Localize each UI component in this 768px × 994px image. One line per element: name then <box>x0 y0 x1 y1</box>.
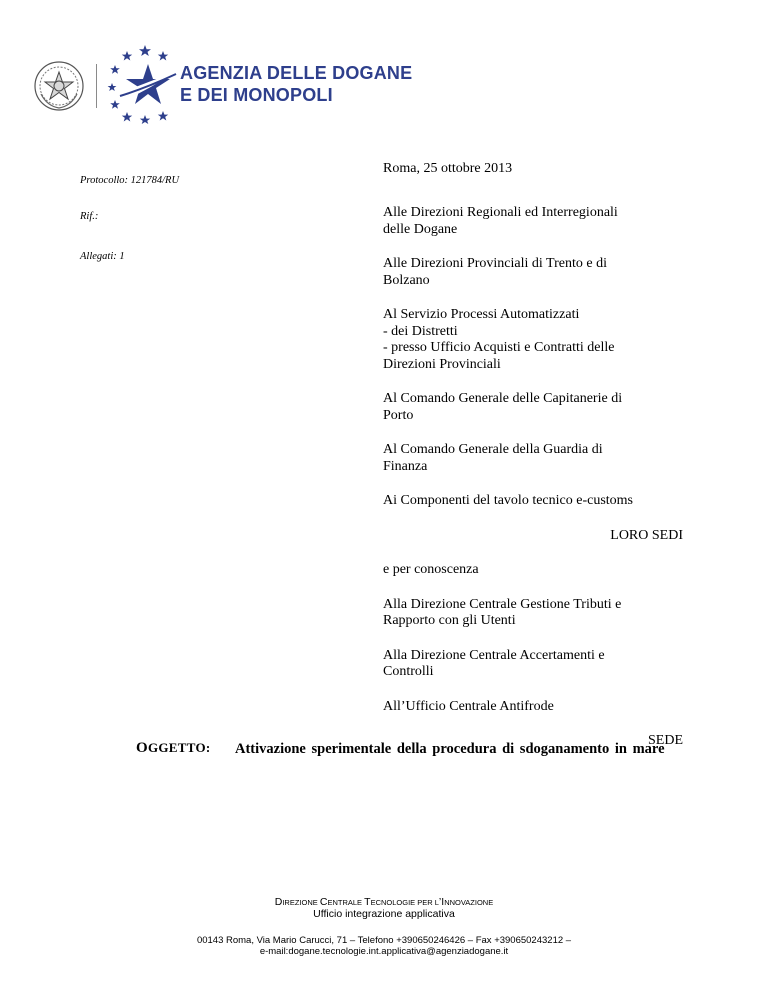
recipient: Alle Direzioni Provinciali di Trento e di Bolzano <box>383 256 607 288</box>
cc-label: e per conoscenza <box>383 562 479 577</box>
header-divider <box>96 64 97 108</box>
star-circle-logo-icon <box>104 42 186 124</box>
footer-unit: Ufficio integrazione applicativa <box>313 908 455 920</box>
subject-text: Attivazione sperimentale della procedura di sdoganamento in mare <box>235 741 665 757</box>
reference-label: Rif.: <box>80 211 99 222</box>
recipient: Al Comando Generale della Guardia di Finanza <box>383 442 603 474</box>
loro-sedi-label: LORO SEDI <box>610 527 683 543</box>
letter-date: Roma, 25 ottobre 2013 <box>383 161 513 176</box>
attachments-count: Allegati: 1 <box>80 251 125 262</box>
agency-name <box>180 62 412 106</box>
cc-recipient: Alla Direzione Centrale Accertamenti e Controlli <box>383 647 605 679</box>
subject-label-initial: O <box>136 740 148 756</box>
sede-label: SEDE <box>648 733 683 748</box>
recipient: Al Comando Generale delle Capitanerie di Porto <box>383 391 623 423</box>
cc-recipient: All’Ufficio Centrale Antifrode <box>383 698 554 714</box>
agency-name-line1: AGENZIA DELLE DOGANE <box>180 63 413 83</box>
subject-label-rest: GGETTO: <box>147 740 211 755</box>
footer-dept-part: D <box>274 896 283 908</box>
footer-dept-part: IREZIONE <box>282 898 320 907</box>
recipients-block <box>383 205 683 768</box>
recipient: Al Servizio Processi Automatizzati - dei Distretti - presso Ufficio Acquisti e Contratti delle Direzioni Provinciali <box>383 307 615 372</box>
footer-dept-part: ’ <box>438 896 442 908</box>
recipient: Ai Componenti del tavolo tecnico e-customs <box>383 493 634 508</box>
cc-recipient: Alla Direzione Centrale Gestione Tributi e Rapporto con gli Utenti <box>383 596 622 628</box>
agency-name-line2: E DEI MONOPOLI <box>180 85 333 105</box>
footer-dept-part: ENTRALE <box>327 898 365 907</box>
protocol-number: Protocollo: 121784/RU <box>80 175 180 186</box>
footer-dept-part: T <box>364 896 371 908</box>
footer-email[interactable]: e-mail:dogane.tecnologie.int.applicativa@agenziadogane.it <box>259 946 509 957</box>
footer-dept-part: C <box>319 896 328 908</box>
footer-dept-part: NNOVAZIONE <box>444 898 494 907</box>
italian-republic-emblem-icon <box>33 60 85 112</box>
subject-label <box>136 740 211 757</box>
recipient: Alle Direzioni Regionali ed Interregionali delle Dogane <box>383 205 618 237</box>
footer-dept-part: I <box>441 896 445 908</box>
footer-address: 00143 Roma, Via Mario Carucci, 71 – Telefono +390650246426 – Fax +390650243212 – <box>196 935 572 946</box>
footer-department <box>0 896 768 908</box>
footer-dept-part: ECNOLOGIE PER L <box>370 898 439 907</box>
